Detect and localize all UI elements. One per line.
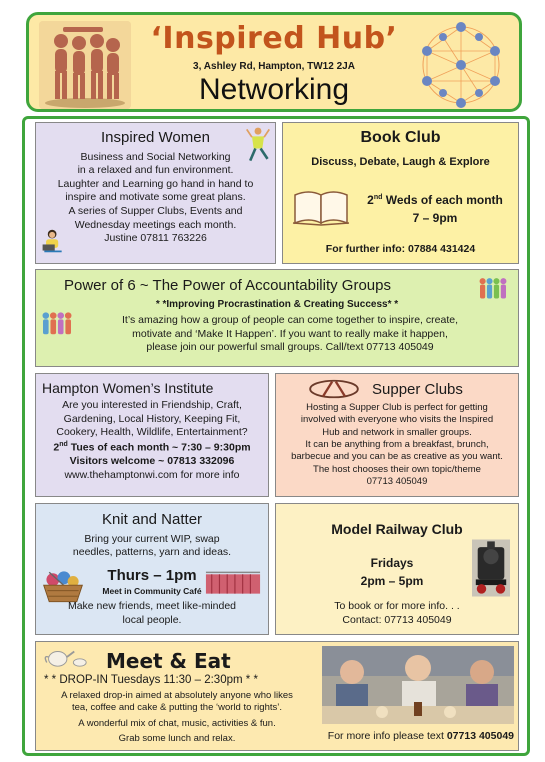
wi-line: Gardening, Local History, Keeping Fit,	[63, 412, 241, 425]
book-club-tagline: Discuss, Debate, Laugh & Explore	[311, 155, 490, 168]
knit-line: Bring your current WIP, swap	[84, 532, 220, 545]
people-eating-photo	[322, 646, 514, 724]
meet-eat-info	[328, 730, 514, 744]
model-railway-panel	[275, 503, 519, 635]
meet-and-eat-panel	[35, 641, 519, 751]
railway-day: Fridays	[370, 556, 414, 570]
meet-eat-line: A relaxed drop-in aimed at absolutely anyone who likes	[61, 690, 293, 701]
supper-clubs-phone: 07713 405049	[366, 476, 428, 488]
network-globe-icon	[415, 21, 507, 109]
meet-eat-info-prefix: For more info please text	[327, 730, 447, 742]
woman-laptop-icon	[40, 227, 66, 255]
supper-clubs-line: Hosting a Supper Club is perfect for getting	[306, 402, 488, 413]
page-title: ‘Inspired Hub’	[150, 21, 398, 56]
knit-line: needles, patterns, yarn and ideas.	[72, 546, 232, 559]
meet-eat-line: A wonderful mix of chat, music, activities & fun.	[78, 717, 276, 729]
header-banner	[26, 12, 522, 112]
meet-eat-info-phone: 07713 405049	[446, 730, 514, 742]
page-subtitle: Networking	[198, 73, 350, 106]
jumping-woman-icon	[245, 125, 271, 165]
knit-line: local people.	[122, 613, 182, 626]
inspired-women-line: inspire and motivate some great plans.	[65, 191, 246, 204]
inspired-women-line: A series of Supper Clubs, Events and	[68, 205, 243, 218]
railway-title: Model Railway Club	[331, 521, 463, 537]
steam-train-icon	[472, 538, 510, 598]
power-of-6-line: It’s amazing how a group of people can come together to inspire, create,	[121, 314, 458, 326]
womens-institute-panel	[35, 373, 269, 497]
supper-clubs-line: The host chooses their own topic/theme	[313, 463, 481, 475]
wi-when-rest: Tues of each month ~ 7:30 – 9:30pm	[67, 441, 251, 454]
railway-time: 2pm – 5pm	[360, 574, 424, 588]
inspired-women-line: in a relaxed and fun environment.	[77, 164, 234, 177]
wi-when	[36, 440, 268, 455]
power-of-6-title: Power of 6 ~ The Power of Accountability Groups	[64, 277, 391, 294]
inspired-women-panel	[35, 122, 276, 264]
wi-title: Hampton Women’s Institute	[42, 380, 214, 396]
cutlery-plate-icon	[306, 378, 362, 400]
railway-contact: Contact: 07713 405049	[342, 614, 452, 626]
wi-when-sup: nd	[59, 441, 68, 449]
book-club-info: For further info: 07884 431424	[325, 243, 476, 255]
wi-when-day: 2	[53, 441, 60, 454]
book-club-when-sup: nd	[373, 194, 383, 201]
wi-website: www.thehamptonwi.com for more info	[64, 468, 240, 481]
power-of-6-panel	[35, 269, 519, 367]
inspired-women-title: Inspired Women	[101, 129, 210, 146]
book-club-when	[355, 193, 515, 209]
meet-eat-line: Grab some lunch and relax.	[118, 733, 236, 745]
book-club-when-day: 2	[367, 193, 374, 207]
open-book-icon	[291, 187, 351, 227]
supper-clubs-panel	[275, 373, 519, 497]
power-of-6-line: please join our powerful small groups. Call/text 07713 405049	[146, 341, 434, 354]
knit-when: Thurs – 1pm	[107, 567, 197, 584]
supper-clubs-title: Supper Clubs	[372, 381, 463, 398]
book-club-when-rest: Weds of each month	[382, 193, 503, 207]
knitted-scarf-icon	[204, 568, 262, 598]
knit-title: Knit and Natter	[101, 511, 203, 528]
teapot-icon	[42, 646, 90, 668]
group-people-icon	[40, 310, 74, 338]
knit-where: Meet in Community Café	[102, 586, 202, 596]
supper-clubs-line: Hub and network in smaller groups.	[322, 426, 472, 438]
inspired-women-line: Laughter and Learning go hand in hand to	[57, 177, 254, 190]
supper-clubs-line: involved with everyone who visits the Inspired	[300, 414, 494, 426]
meet-eat-title: Meet & Eat	[106, 649, 231, 673]
railway-info: To book or for more info. . .	[334, 600, 460, 612]
inspired-women-contact: Justine 07811 763226	[104, 232, 207, 245]
wi-visitors: Visitors welcome ~ 07813 332096	[69, 455, 235, 468]
power-of-6-subtitle: * *Improving Procrastination & Creating Success* *	[155, 299, 399, 310]
meet-eat-dropin: * * DROP-IN Tuesdays 11:30 – 2:30pm * *	[44, 674, 258, 686]
main-content	[22, 116, 530, 756]
book-club-panel	[282, 122, 519, 264]
inspired-women-line: Wednesday meetings each month.	[74, 218, 237, 231]
knit-and-natter-panel	[35, 503, 269, 635]
supper-clubs-line: It can be anything from a breakfast, brunch,	[305, 439, 489, 451]
yarn-basket-icon	[40, 570, 86, 604]
supper-clubs-line: barbecue and you can be as creative as you want.	[291, 451, 503, 463]
knit-line: Make new friends, meet like-minded	[67, 600, 237, 612]
book-club-title: Book Club	[360, 129, 441, 146]
book-club-time: 7 – 9pm	[412, 211, 458, 225]
wi-line: Are you interested in Friendship, Craft,	[62, 399, 242, 412]
power-of-6-line: motivate and ‘Make It Happen’. If you want to really make it happen,	[132, 327, 448, 340]
address: 3, Ashley Rd, Hampton, TW12 2JA	[193, 61, 355, 72]
inspired-women-line: Business and Social Networking	[80, 150, 231, 163]
wi-line: Cookery, Health, Wildlife, Entertainment?	[56, 426, 248, 439]
group-people-icon	[476, 276, 510, 302]
meet-eat-line: tea, coffee and cake & putting the ‘world to rights’.	[71, 702, 282, 714]
